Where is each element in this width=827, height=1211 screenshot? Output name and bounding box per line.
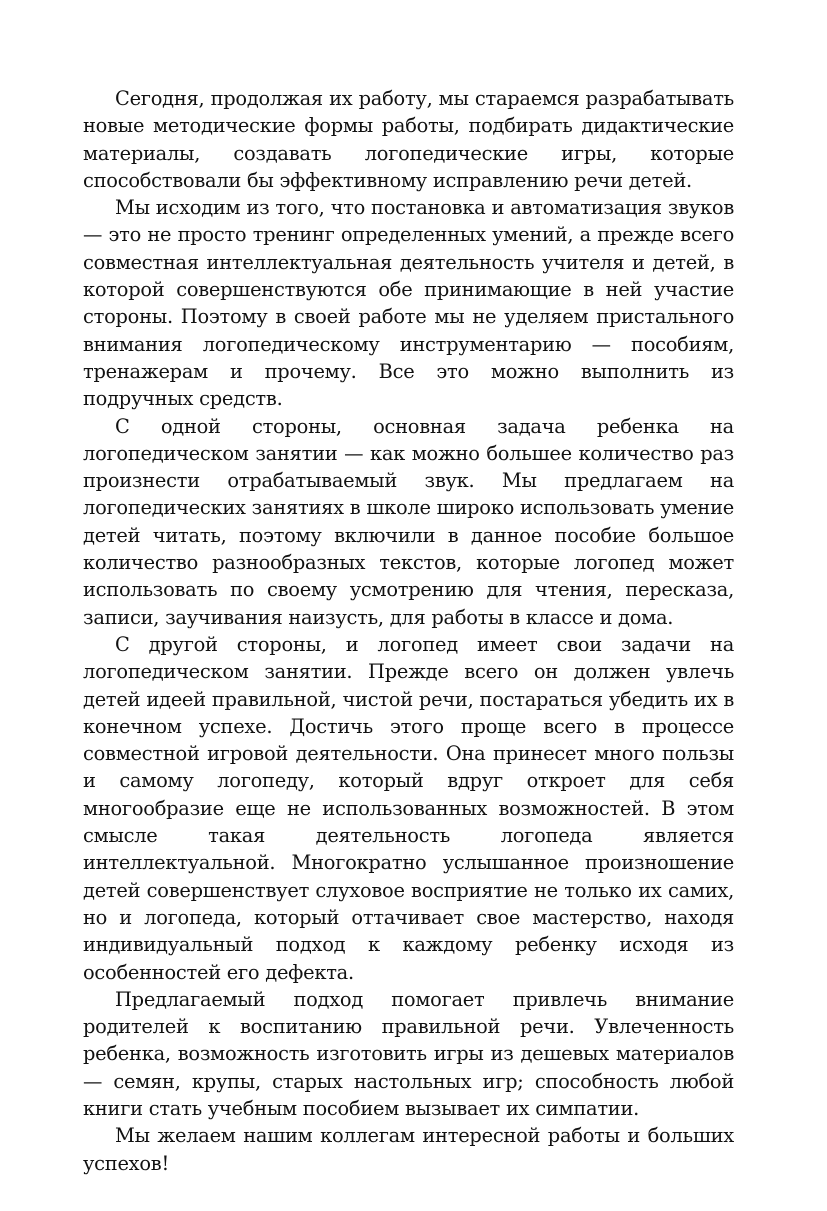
paragraph-4: С другой стороны, и логопед имеет свои задачи на логопедическом занятии. Прежде всего он должен увлечь детей идеей правильной, чистой речи, постараться убедить их в конечном успехе. Достичь этого проще всего в процессе совместной игровой деятельности. Она принесет много пользы и самому логопеду, который вдруг откроет для себя многообразие еще не использованных возможностей. В этом смысле такая деятельность логопеда является интеллектуальной. Многократно услышанное произношение детей совершенствует слуховое восприятие не только их самих, но и логопеда, который оттачивает свое мастерство, находя индивидуальный подход к каждому ребенку исходя из особенностей его дефекта. [83,632,734,984]
paragraph-3: С одной стороны, основная задача ребенка на логопедическом занятии — как можно большее количество раз произнести отрабатываемый звук. Мы предлагаем на логопедических занятиях в школе широко использовать умение детей читать, поэтому включили в данное пособие большое количество разнообразных текстов, которые логопед может использовать по своему усмотрению для чтения, пересказа, записи, заучивания наизусть, для работы в классе и дома. [83,414,734,629]
page-body [83,85,734,1177]
paragraph-6: Мы желаем нашим коллегам интересной работы и больших успехов! [83,1124,734,1175]
paragraph-1: Сегодня, продолжая их работу, мы стараемся разрабатывать новые методические формы работы, подбирать дидактические материалы, создавать логопедические игры, которые способствовали бы эффективному исправлению речи детей. [83,87,734,192]
paragraph-2: Мы исходим из того, что постановка и автоматизация звуков — это не просто тренинг определенных умений, а прежде всего совместная интеллектуальная деятельность учителя и детей, в которой совершенствуются обе принимающие в ней участие стороны. Поэтому в своей работе мы не уделяем пристального внимания логопедическому инструментарию — пособиям, тренажерам и прочему. Все это можно выполнить из подручных средств. [83,196,734,411]
paragraph-5: Предлагаемый подход помогает привлечь внимание родителей к воспитанию правильной речи. Увлеченность ребенка, возможность изготовить игры из дешевых материалов — семян, крупы, старых настольных игр; способность любой книги стать учебным пособием вызывает их симпатии. [83,987,734,1120]
